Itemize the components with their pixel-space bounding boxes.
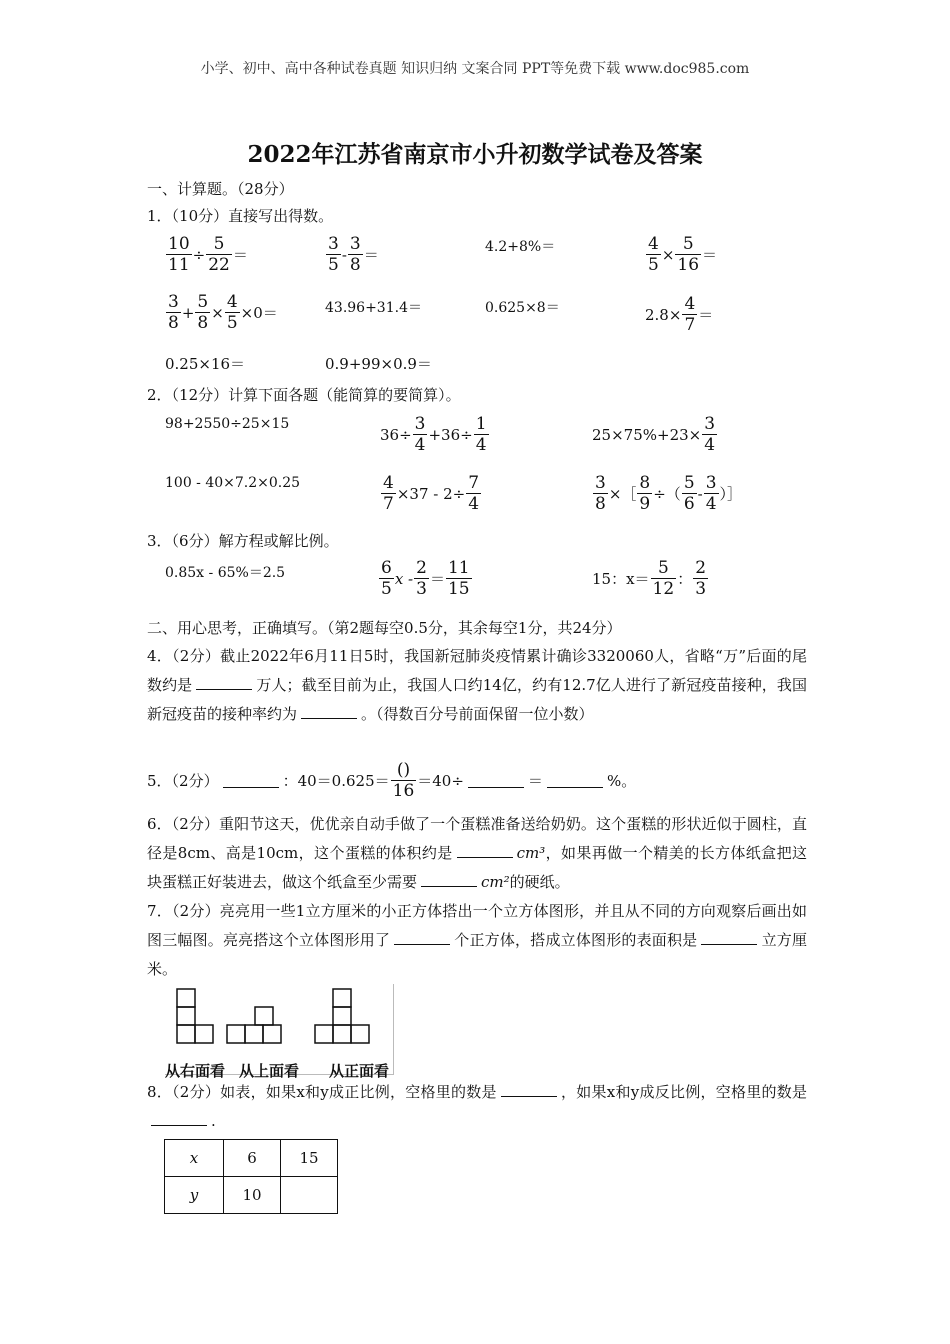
view1-cube — [177, 1025, 195, 1043]
q7-blank-2[interactable] — [701, 930, 757, 945]
view2-cube — [227, 1025, 245, 1043]
q1-expr-j: 0.9+99×0.9＝ — [325, 355, 432, 373]
q4-blank-2[interactable] — [301, 704, 357, 719]
q4-text: 4．（2分）截止2022年6月11日5时，我国新冠肺炎疫情累计确诊3320060人，省略“万”后面的尾数约是 万人；截至目前为止，我国人口约14亿，约有12.7亿人进行了新冠疫苗接种，我国新冠疫苗的接种率约为 。（得数百分号前面保留一位小数） — [147, 647, 807, 723]
q1-expr-b: 3 5 - 3 8 ＝ — [328, 234, 379, 275]
q3-expr-a: 0.85x - 65%＝2.5 — [165, 565, 286, 581]
q2-expr-a: 98+2550÷25×15 — [165, 416, 290, 432]
q1-expr-f: 43.96+31.4＝ — [325, 300, 422, 316]
table-cell: 10 — [224, 1177, 281, 1214]
q2-expr-e: 4 7 ×37 - 2÷ 7 4 — [383, 473, 480, 514]
q2-heading: 2．（12分）计算下面各题（能简算的要简算）。 — [147, 386, 461, 404]
q1-expr-d: 4 5 × 5 16 ＝ — [648, 234, 718, 275]
q1-expr-a: 10 11 ÷ 5 22 ＝ — [168, 234, 248, 275]
q3-expr-b: 6 5 x - 2 3 ＝ 11 15 — [381, 558, 470, 599]
section-1-heading: 一、计算题。（28分） — [147, 180, 294, 198]
q3-expr-c: 15：x＝ 5 12 ： 2 3 — [592, 558, 707, 599]
q7-figure — [165, 984, 394, 1080]
view3-cube — [333, 1007, 351, 1025]
table-cell-empty[interactable] — [281, 1177, 338, 1214]
view3-cube — [351, 1025, 369, 1043]
q8-text: 8．（2分）如表，如果x和y成正比例，空格里的数是 ，如果x和y成反比例，空格里的数是. — [147, 1083, 807, 1130]
q6-text: 6．（2分）重阳节这天，优优亲自动手做了一个蛋糕准备送给奶奶。这个蛋糕的形状近似于圆柱，直径是8cm、高是10cm，这个蛋糕的体积约是 cm³，如果再做一个精美的长方体纸盒把这块蛋糕正好装进去，做这个纸盒至少需要 cm²的硬纸。 — [147, 815, 807, 891]
q1-expr-i: 0.25×16＝ — [165, 355, 246, 373]
q1-expr-h: 2.8× 4 7 ＝ — [645, 294, 714, 335]
view1-cube — [195, 1025, 213, 1043]
view2-cube — [263, 1025, 281, 1043]
table-cell: 6 — [224, 1140, 281, 1177]
view3-cube — [315, 1025, 333, 1043]
table-cell: y — [165, 1177, 224, 1214]
q1-expr-e: 3 8 + 5 8 × 4 5 ×0＝ — [168, 292, 278, 333]
q2-expr-d: 100 - 40×7.2×0.25 — [165, 475, 301, 491]
view2-cube — [255, 1007, 273, 1025]
view1-cube — [177, 989, 195, 1007]
q7-views-drawing — [165, 984, 393, 1058]
view1-cube — [177, 1007, 195, 1025]
q3-heading: 3．（6分）解方程或解比例。 — [147, 532, 339, 550]
q1-heading: 1．（10分）直接写出得数。 — [147, 207, 334, 225]
q4-blank-1[interactable] — [196, 675, 252, 690]
table-cell: x — [165, 1140, 224, 1177]
view-label-right: 从右面看 — [165, 1062, 226, 1080]
q8-blank-2[interactable] — [151, 1111, 207, 1126]
section-2-heading: 二、用心思考，正确填写。（第2题每空0.5分，其余每空1分，共24分） — [147, 619, 622, 637]
view3-cube — [333, 1025, 351, 1043]
page-title: 2022年江苏省南京市小升初数学试卷及答案 — [247, 141, 703, 168]
q1-expr-g: 0.625×8＝ — [485, 300, 560, 316]
q7-blank-1[interactable] — [394, 930, 450, 945]
table-row — [165, 1177, 338, 1214]
q8-table — [164, 1139, 338, 1214]
q2-expr-b: 36÷ 3 4 +36÷ 1 4 — [380, 414, 487, 455]
q8-blank-1[interactable] — [501, 1082, 557, 1097]
q5-blank-2[interactable] — [468, 773, 524, 788]
table-cell: 15 — [281, 1140, 338, 1177]
q5-blank-1[interactable] — [223, 773, 279, 788]
view-label-front: 从正面看 — [329, 1062, 390, 1080]
q2-expr-f: 3 8 ×［ 8 9 ÷（ 5 6 - 3 4 ）］ — [595, 473, 743, 514]
view-label-top: 从上面看 — [239, 1062, 300, 1080]
q6-blank-2[interactable] — [421, 872, 477, 887]
q6-blank-1[interactable] — [457, 843, 513, 858]
q2-expr-c: 25×75%+23× 3 4 — [592, 414, 716, 455]
view2-cube — [245, 1025, 263, 1043]
page-header: 小学、初中、高中各种试卷真题 知识归纳 文案合同 PPT等免费下载 www.doc985.com — [200, 61, 750, 77]
q7-text: 7．（2分）亮亮用一些1立方厘米的小正方体搭出一个立方体图形，并且从不同的方向观察后画出如图三幅图。亮亮搭这个立体图形用了 个正方体，搭成立体图形的表面积是 立方厘米。 — [147, 902, 807, 978]
q5-blank-3[interactable] — [547, 773, 603, 788]
table-row — [165, 1140, 338, 1177]
q1-expr-c: 4.2+8%＝ — [485, 239, 556, 255]
view3-cube — [333, 989, 351, 1007]
q5-text: 5．（2分） ：40＝0.625＝ () 16 ＝40÷ ＝ %。 — [147, 760, 637, 801]
